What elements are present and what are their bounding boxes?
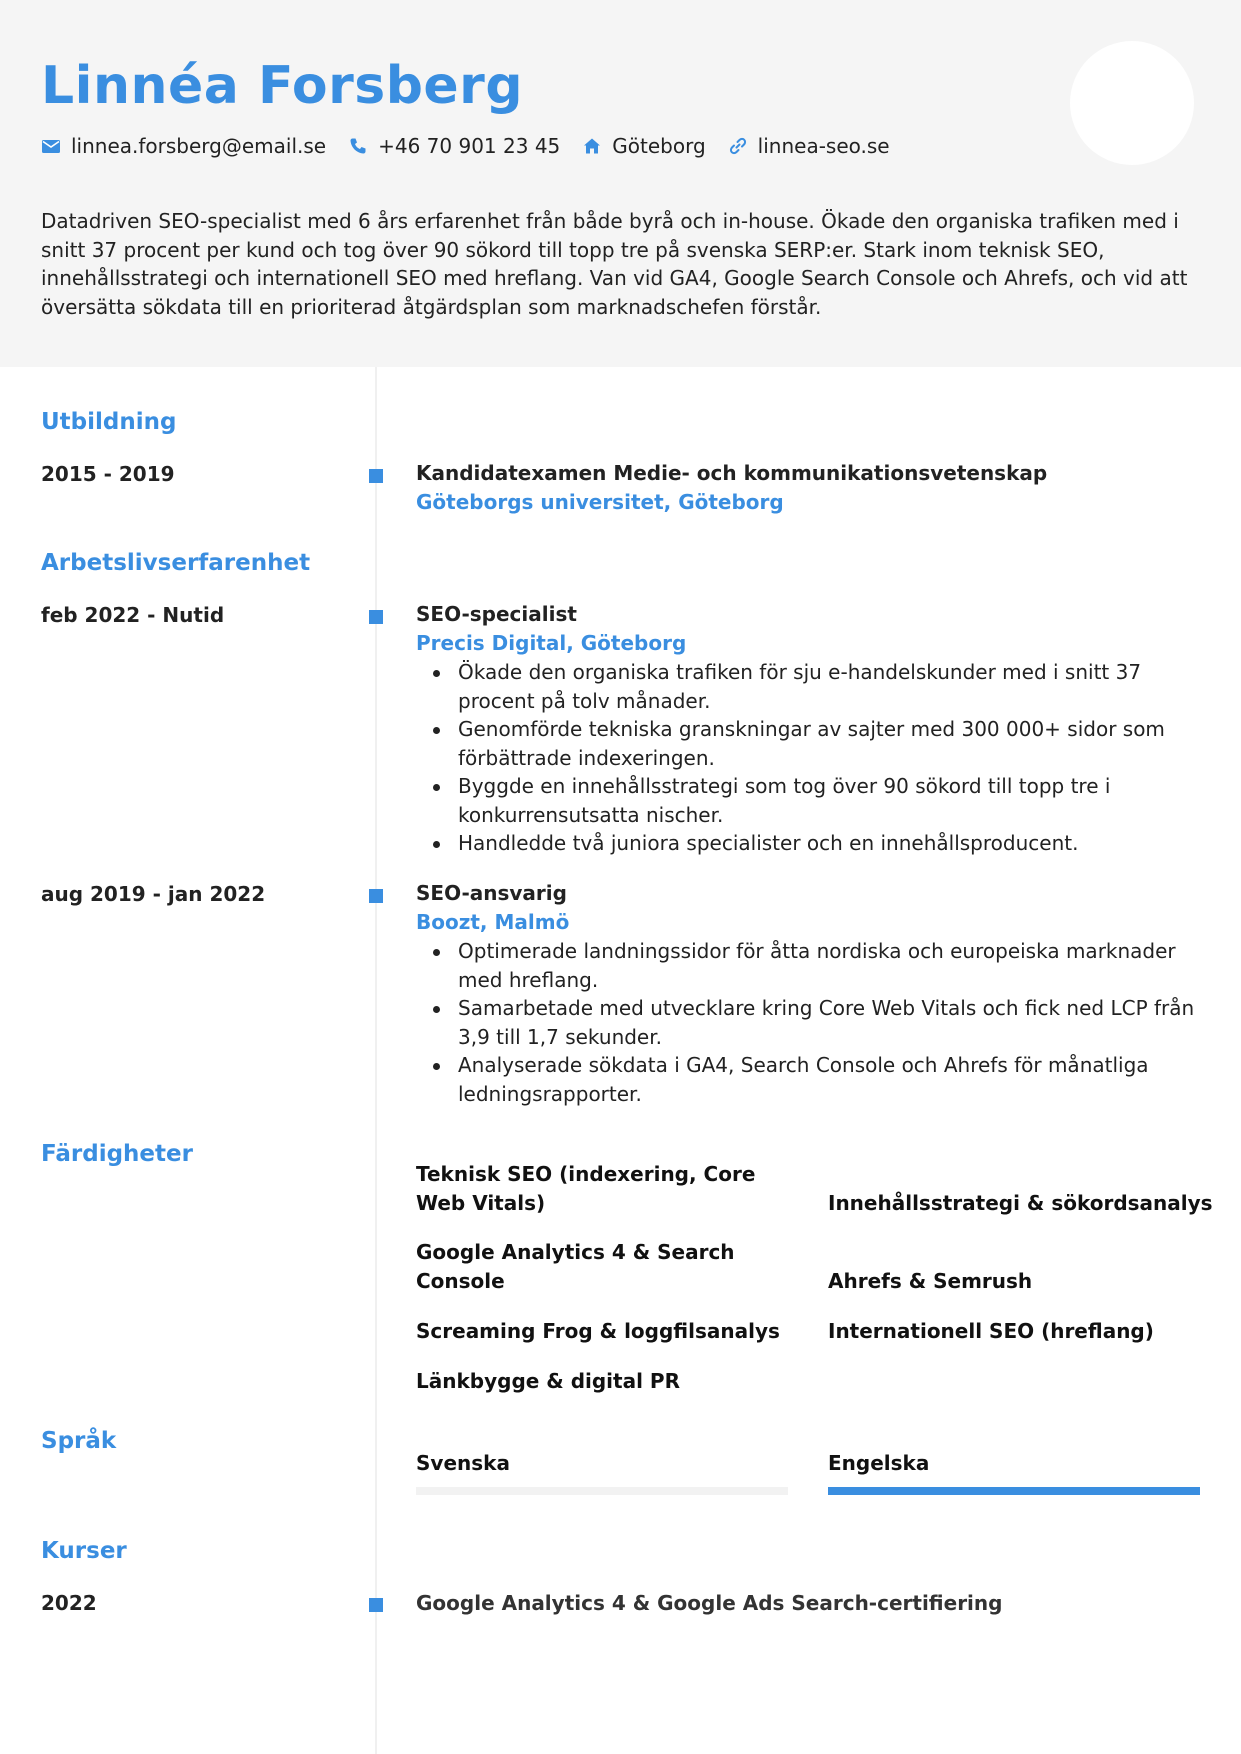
job-bullet: Byggde en innehållsstrategi som tog över 90 sökord till topp tre i konkurrensutsatta nischer. — [416, 772, 1206, 829]
contact-city — [582, 134, 705, 158]
experience-entry — [416, 879, 1206, 1108]
profile-photo — [1070, 41, 1194, 165]
education-degree: Kandidatexamen Medie- och kommunikationsvetenskap — [416, 461, 1048, 485]
timeline-divider — [375, 367, 377, 1754]
website-text: linnea-seo.se — [757, 134, 890, 158]
job-bullet: Handledde två juniora specialister och en innehållsproducent. — [416, 829, 1206, 858]
courses-heading: Kurser — [41, 1538, 127, 1564]
email-text: linnea.forsberg@email.se — [71, 134, 327, 158]
skill-item: Google Analytics 4 & Search Console — [416, 1240, 735, 1293]
course-title: Google Analytics 4 & Google Ads Search-certifiering — [416, 1591, 1003, 1615]
education-school: Göteborgs universitet, Göteborg — [416, 490, 784, 514]
job-employer: Precis Digital, Göteborg — [416, 631, 687, 655]
language-name: Engelska — [828, 1451, 930, 1475]
timeline-marker — [369, 889, 383, 903]
skill-item: Innehållsstrategi & sökordsanalys — [828, 1191, 1213, 1215]
skill-item: Internationell SEO (hreflang) — [828, 1319, 1154, 1343]
job-bullet: Samarbetade med utvecklare kring Core Web Vitals och fick ned LCP från 3,9 till 1,7 sekunder. — [416, 994, 1206, 1051]
job-title: SEO-specialist — [416, 602, 577, 626]
timeline-marker — [369, 610, 383, 624]
job-bullets — [416, 937, 1206, 1108]
course-date: 2022 — [41, 1591, 97, 1615]
timeline-marker — [369, 469, 383, 483]
skill-item: Ahrefs & Semrush — [828, 1269, 1033, 1293]
languages-heading: Språk — [41, 1428, 117, 1454]
experience-heading: Arbetslivserfarenhet — [41, 550, 311, 576]
job-bullet: Ökade den organiska trafiken för sju e-handelskunder med i snitt 37 procent på tolv månader. — [416, 658, 1206, 715]
contact-email[interactable] — [41, 134, 326, 158]
experience-entry — [416, 600, 1206, 858]
language-name: Svenska — [416, 1451, 510, 1475]
job-employer: Boozt, Malmö — [416, 910, 570, 934]
candidate-name: Linnéa Forsberg — [41, 56, 524, 116]
education-heading: Utbildning — [41, 409, 177, 435]
skill-item: Screaming Frog & loggfilsanalys — [416, 1319, 780, 1343]
contact-row — [41, 134, 912, 158]
education-entry — [416, 459, 1206, 517]
timeline-marker — [369, 1598, 383, 1612]
phone-text: +46 70 901 23 45 — [378, 134, 561, 158]
job-bullets — [416, 658, 1206, 858]
job-bullet: Analyserade sökdata i GA4, Search Console och Ahrefs för månatliga ledningsrapporter. — [416, 1051, 1206, 1108]
contact-phone[interactable] — [348, 134, 560, 158]
home-icon — [582, 136, 602, 156]
skill-item: Teknisk SEO (indexering, Core Web Vitals) — [416, 1162, 756, 1215]
job-bullet: Genomförde tekniska granskningar av sajter med 300 000+ sidor som förbättrade indexeringen. — [416, 715, 1206, 772]
language-level-bar — [828, 1487, 1200, 1495]
experience-date: aug 2019 - jan 2022 — [41, 882, 266, 906]
experience-date: feb 2022 - Nutid — [41, 603, 225, 627]
contact-website[interactable] — [728, 134, 890, 158]
language-level-fill — [828, 1487, 1200, 1495]
mail-icon — [41, 136, 61, 156]
header — [0, 0, 1241, 367]
language-level-bar — [416, 1487, 788, 1495]
phone-icon — [348, 136, 368, 156]
skills-heading: Färdigheter — [41, 1141, 193, 1167]
link-icon — [728, 136, 748, 156]
city-text: Göteborg — [612, 134, 706, 158]
job-title: SEO-ansvarig — [416, 881, 567, 905]
job-bullet: Optimerade landningssidor för åtta nordiska och europeiska marknader med hreflang. — [416, 937, 1206, 994]
education-date: 2015 - 2019 — [41, 462, 175, 486]
skill-item: Länkbygge & digital PR — [416, 1369, 680, 1393]
profile-summary: Datadriven SEO-specialist med 6 års erfarenhet från både byrå och in-house. Ökade den organiska trafiken med i snitt 37 procent per kund och tog över 90 sökord till topp tre på svenska SERP:er. Stark inom teknisk SEO, innehållsstrategi och internationell SEO med hreflang. Van vid GA4, Google Search Console och Ahrefs, och vid att översätta sökdata till en prioriterad åtgärdsplan som marknadschefen förstår. — [41, 209, 1188, 319]
